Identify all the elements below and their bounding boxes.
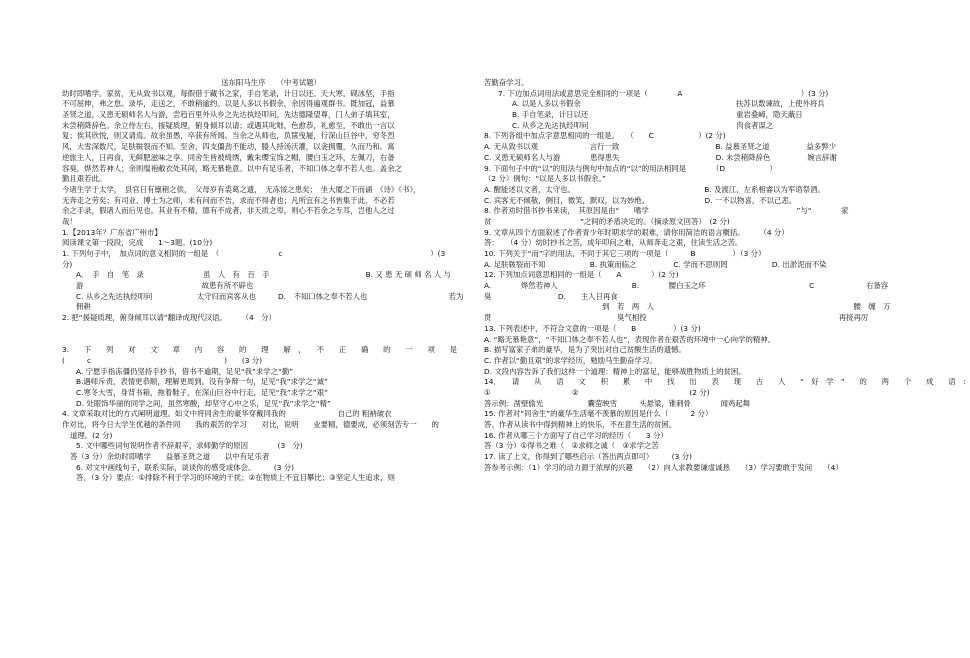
left-text-line: 道理。(2 分) bbox=[70, 430, 113, 440]
right-text-line: 14． 请 从 语 文 积 累 中 找 出 表 现 古 人 “ 好 学 ” 的 两 个 成 语 ： bbox=[484, 377, 970, 387]
right-column bbox=[484, 78, 970, 473]
right-text-line: 10. 下列关于“而”字的用法，不同于其它三项的一项是（ B ）（3 分） bbox=[484, 249, 766, 258]
left-text-line: 容臭，烨然若神人；余则缊袍敝衣处其间，略无慕艳意。以中有足乐者，不知口体之奉不若人也。盖余之 bbox=[62, 163, 402, 173]
right-text-line: 答： （4 分）幼时抄书之苦，成年叩问之难，从师奔走之艰，住读生活之苦。 bbox=[484, 238, 743, 248]
right-text-line: 9. 下面句子中的“以”的用法与例句中加点的“以”的用法相同是 （D ） bbox=[484, 163, 777, 173]
right-text-line: B. 描写富家子弟的豪华，是为了突出对自己贫酸生活的遗憾。 bbox=[484, 345, 686, 355]
right-text-line: 答、作者从读书中得到精神上的快乐，不在意生活的贫困。 bbox=[484, 420, 677, 429]
left-text-line: 复；俟其欣悦，则又请焉。故余虽愚，卒获有所闻。当余之从师也，负箧曳屣，行深山巨谷中，穷冬烈 bbox=[62, 131, 395, 141]
right-text-line: 15. 作者对“同舍生”的豪华生活毫不羡慕的原因是什么（ 2 分） bbox=[484, 409, 713, 419]
right-text-line: 7. 下边加点词用法或意思完全相同的一项是（ A ）(3 分) bbox=[498, 88, 829, 98]
left-text-line: D. 处眼饰华丽的同学之间，虽然寒酸，却坚守心中之乐，足见“我”求学之“精” bbox=[76, 398, 331, 408]
left-text-line: 今诸生学于太学， 县官日有廪稍之供， 父母岁有裘葛之遗， 无冻馁之患矣； 坐大厦之下而诵 《诗》《书》， bbox=[62, 184, 421, 194]
left-text-line bbox=[62, 324, 480, 335]
right-text-line: A. 以是人多以书假余 扶苏以数谏故，上使外将兵 bbox=[512, 99, 825, 109]
right-text-line: （2 分）例句：“以是人多以书假余。” bbox=[484, 174, 606, 184]
right-text-line: 臭 D. 主人日再食 bbox=[484, 291, 618, 301]
right-text-line: 答参考示例：（1）学习的动力源于浓厚的兴趣 （2）向人求教要谦虚诚恳 （3）学习要敢于发问 （4） bbox=[484, 462, 843, 472]
right-text-line: D. 文段内容告诉了我们这样一个道理：精神上的富足，能够战胜物质上的贫困。 bbox=[484, 366, 746, 376]
right-text-line: 12. 下列加点词意思相同的一组是（ A ）(2 分) bbox=[484, 270, 679, 280]
right-text-line: 苦勤奋学习。 bbox=[484, 78, 529, 87]
right-text-line: 到 若 两 人 腰 缠 万 bbox=[484, 302, 891, 312]
left-text-line: 4. 文章采取对比的方式阐明道理。如文中将同舍生的豪华穿戴同我的 自己的 粗衲破衣 bbox=[62, 409, 392, 419]
left-text-line: A． 手 自 笔 录 虽 人 有 百 手 B. 又 患 无 硕 师 名 人 与 bbox=[76, 270, 451, 280]
left-text-line: 5. 文中哪些词句说明作者不辞艰辛，求师勤学的原因 (3 分) bbox=[76, 441, 303, 451]
left-text-line: 1. 下列句子中， 加点词的意义相同的一组是 （ c ）(3 bbox=[62, 249, 446, 258]
left-text-line: 作对比，将今日大学生优越的条件同 我的艰苦的学习 对比，说明 业要精，德要成，必须刻苦专一 的 bbox=[62, 420, 439, 429]
left-text-line: 不可屈伸，弗之怠。录毕，走送之，不敢稍逾约。以是人多以书假余，余因得遍观群书。既加冠，益慕 bbox=[62, 99, 395, 109]
left-text-line: 逆旅主人，日再食，无鲜肥滋味之享。同舍生皆被绮绣，戴朱缨宝饰之帽，腰白玉之环，左佩刀，右备 bbox=[62, 152, 395, 162]
right-text-line: A. 无从致书以观 言行一致 B. 益慕圣贤之道 益多弊少 bbox=[484, 142, 836, 152]
left-text-line: 风，大雪深数尺，足肤皲裂而不知。至舍，四支僵劲不能动，媵人持汤沃灌，以衾拥覆，久而乃和。寓 bbox=[62, 142, 395, 152]
right-text-line: 答示例：凿壁偷光 囊萤映雪 头悬梁，锥刺骨 闻鸡起舞 bbox=[484, 398, 751, 408]
left-text-line: B.遇师斥责，表情更恭顺，理解更周到，没有争辩一句，足见“我”求学之“诚” bbox=[76, 377, 328, 387]
right-text-line: 13. 下列表述中，不符合文意的一项是（ B ）(3 分) bbox=[484, 323, 701, 333]
right-text-line: 答（3 分）①得书之难（ ②求师之诚（ ③求学之苦 bbox=[484, 441, 659, 451]
right-text-line: A. 足肤皲裂而不知 B. 执策而临之 C. 学而不思则罔 D. 出淤泥而不染 bbox=[484, 259, 827, 269]
right-text-line: 8. 作者劝时借书抄书来读， 其原因是由“ 嗜学 ”与“ 家 bbox=[484, 206, 849, 216]
left-text-line: 答（3 分）余幼时即嗜学 益慕圣贤之道 以中有足乐者 bbox=[70, 452, 270, 462]
left-text-line: 答．（3 分）要点：①排除不利于学习的环境的干扰；②在物质上不宜目攀比；③坚定人生追求，则 bbox=[76, 473, 395, 483]
left-text-line: 6. 对文中画线句子，联系实际，谈谈你的感受或体会。 (3 分) bbox=[76, 462, 295, 472]
right-text-line: 贫 ”之间的矛盾决定的。（摘录原文回答） (2 分) bbox=[484, 216, 730, 226]
left-text-line: 无奔走之劳矣；有司业、博士为之师，未有问而不告，求而不得者也；凡所宜有之书皆集于此，不必若 bbox=[62, 195, 395, 205]
left-text-line: ( c ) (3 分) bbox=[62, 355, 263, 365]
left-text-line: 幼时即嗜学。家贫，无从致书以观，每假借于藏书之家，手自笔录，计日以还。天大寒，砚冰坚，手指 bbox=[62, 88, 395, 98]
left-text-line: 分) bbox=[62, 259, 73, 269]
left-text-line: 2. 把“援疑质理，俯身倾耳以请”翻译成现代汉语。 （4 分） bbox=[62, 313, 276, 323]
left-text-line: A. 宁愿手指冻僵仍坚持手抄书，借书不逾期，足见“我”求学之“勤” bbox=[76, 366, 294, 376]
left-text-line: 游 故患有所不辟也 bbox=[76, 281, 254, 291]
left-text-line: C. 从乡之先达执经叩问 太守归而宾客从也 D. 不知口体之奉不若人也 若为 bbox=[76, 291, 464, 301]
right-text-line: C. 宾客无不倾敬，侧目，微笑，默叹，以为妙绝。 D. 一不以物喜，不以己悲。 bbox=[484, 195, 797, 205]
right-text-line: A. 烨然若神人 B. 腰白玉之环 C 右备容 bbox=[484, 281, 889, 291]
right-text-line: C. 从乡之先达执经叩问 肉食者谋之 bbox=[512, 120, 774, 130]
right-text-line: 17. 读了上文，你得到了哪些启示（答出两点即可） (3 分) bbox=[484, 452, 692, 462]
left-text-line: 勤且艰若此。 bbox=[62, 174, 107, 184]
left-text-line: 哉！ bbox=[62, 216, 77, 226]
right-text-line: ① ② (2 分) bbox=[484, 387, 710, 397]
left-text-line: 1.【2013年？广东省广州市】 bbox=[62, 227, 162, 237]
right-text-line: 16. 作者从哪三个方面写了自己学习的经历（ 3 分） bbox=[484, 430, 668, 440]
right-text-line: 8. 下列各组中加点字意思相同的一组是。 （ C ）(2 分) bbox=[484, 131, 726, 141]
left-column bbox=[62, 78, 480, 484]
left-text-line: 圣贤之道，又患无硕师名人与游，尝趋百里外从乡之先达执经叩问。先达德隆望尊，门人弟子填其室， bbox=[62, 110, 395, 120]
right-text-line: A. 醒能述以文者，太守也。 B. 及渡江，左系相睿以为军谘祭酒。 bbox=[484, 184, 825, 194]
right-text-line: 贯 臭气相投 再接再厉 bbox=[484, 313, 869, 323]
left-text-line: 阅读课文第一段段，完成 1～3题。(10分) bbox=[62, 238, 213, 248]
left-text-line: 佣耕 bbox=[76, 302, 91, 312]
left-text-line: 3. 下 列 对 文 章 内 容 的 理 解 ， 不 正 确 的 一 项 是 bbox=[62, 345, 458, 355]
left-text-line: 未尝稍降辞色。余立侍左右，援疑质理，俯身倾耳以请；或遇其叱咄，色愈恭，礼愈至，不敢出一言以 bbox=[62, 120, 395, 130]
right-text-line: C. 又患无硕师名人与游 患得患失 D. 未尝稍降辞色 婉言辞谢 bbox=[484, 152, 837, 162]
right-text-line: 9. 文章从四个方面叙述了作者青少年时期求学的艰难，请你用简洁的语言概括。 （4 分） bbox=[484, 227, 789, 237]
left-text-line: C.寒冬大雪，身背书箱，拖着鞋子，在深山巨谷中行走，足见“我”求学之“艰” bbox=[76, 387, 328, 397]
right-text-line: A. “略无慕艳意”，“不知口体之奉不若人也”，表现作者在艰苦的环境中一心向学的精神。 bbox=[484, 334, 776, 344]
right-text-line: C. 作者以“勤且艰”的求学经历，勉励马生勤奋学习。 bbox=[484, 355, 657, 365]
left-text-line: 送东阳马生序 （中考试题） bbox=[221, 78, 321, 87]
left-text-line bbox=[62, 335, 480, 346]
left-text-line: 余之手录，假诸人而后见也。其业有不精，德有不成者，非天质之卑，则心不若余之专耳，岂他人之过 bbox=[62, 206, 395, 216]
right-text-line: B. 手自笔录，计日以还 重岩叠嶂，隐天蔽日 bbox=[512, 110, 803, 120]
